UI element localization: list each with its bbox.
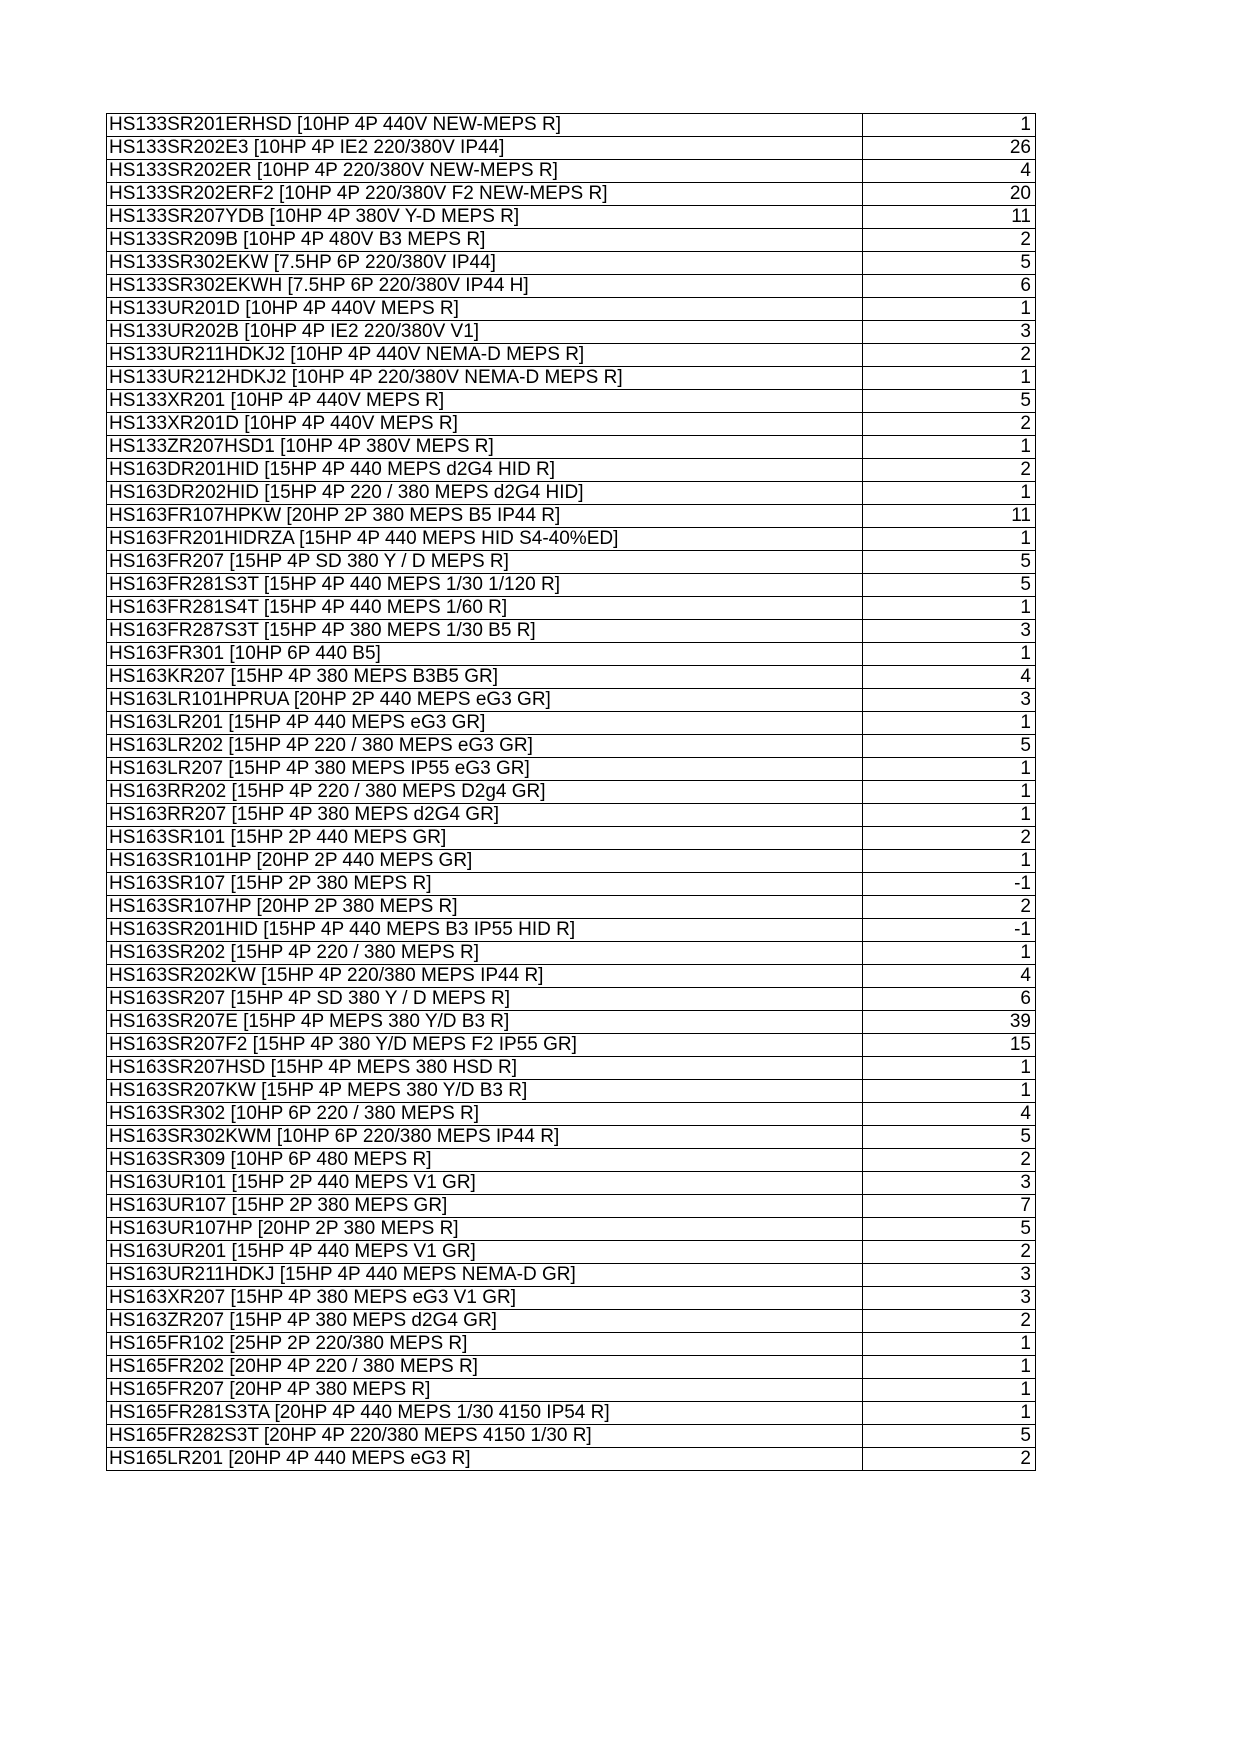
quantity-cell: 4 <box>863 160 1036 183</box>
quantity-cell: 1 <box>863 1402 1036 1425</box>
quantity-cell: 1 <box>863 482 1036 505</box>
quantity-cell: 1 <box>863 1057 1036 1080</box>
item-description-cell: HS163SR207 [15HP 4P SD 380 Y / D MEPS R] <box>107 988 863 1011</box>
item-description-cell: HS163FR301 [10HP 6P 440 B5] <box>107 643 863 666</box>
quantity-cell: 2 <box>863 229 1036 252</box>
quantity-cell: 1 <box>863 758 1036 781</box>
quantity-cell: 2 <box>863 827 1036 850</box>
quantity-cell: 2 <box>863 896 1036 919</box>
quantity-cell: 5 <box>863 1126 1036 1149</box>
item-description-cell: HS133UR201D [10HP 4P 440V MEPS R] <box>107 298 863 321</box>
item-description-cell: HS163SR207KW [15HP 4P MEPS 380 Y/D B3 R] <box>107 1080 863 1103</box>
quantity-cell: 1 <box>863 298 1036 321</box>
item-description-cell: HS133UR212HDKJ2 [10HP 4P 220/380V NEMA-D MEPS R] <box>107 367 863 390</box>
quantity-cell: 4 <box>863 1103 1036 1126</box>
table-row <box>107 528 1036 551</box>
item-description-cell: HS163SR107HP [20HP 2P 380 MEPS R] <box>107 896 863 919</box>
quantity-cell: 2 <box>863 413 1036 436</box>
table-row <box>107 850 1036 873</box>
quantity-cell: 1 <box>863 850 1036 873</box>
item-description-cell: HS163FR201HIDRZA [15HP 4P 440 MEPS HID S4-40%ED] <box>107 528 863 551</box>
item-description-cell: HS133SR302EKW [7.5HP 6P 220/380V IP44] <box>107 252 863 275</box>
table-row <box>107 252 1036 275</box>
quantity-cell: 11 <box>863 206 1036 229</box>
item-description-cell: HS165FR207 [20HP 4P 380 MEPS R] <box>107 1379 863 1402</box>
quantity-cell: 3 <box>863 1264 1036 1287</box>
item-description-cell: HS163SR107 [15HP 2P 380 MEPS R] <box>107 873 863 896</box>
quantity-cell: 1 <box>863 436 1036 459</box>
table-row <box>107 206 1036 229</box>
quantity-cell: 6 <box>863 275 1036 298</box>
item-description-cell: HS163LR101HPRUA [20HP 2P 440 MEPS eG3 GR] <box>107 689 863 712</box>
table-row <box>107 1057 1036 1080</box>
item-description-cell: HS133SR202E3 [10HP 4P IE2 220/380V IP44] <box>107 137 863 160</box>
item-description-cell: HS165LR201 [20HP 4P 440 MEPS eG3 R] <box>107 1448 863 1471</box>
table-row <box>107 505 1036 528</box>
item-description-cell: HS163LR201 [15HP 4P 440 MEPS eG3 GR] <box>107 712 863 735</box>
quantity-cell: 5 <box>863 735 1036 758</box>
quantity-cell: 1 <box>863 781 1036 804</box>
table-row <box>107 1287 1036 1310</box>
item-description-cell: HS163LR202 [15HP 4P 220 / 380 MEPS eG3 GR] <box>107 735 863 758</box>
table-row <box>107 919 1036 942</box>
quantity-cell: 1 <box>863 804 1036 827</box>
item-description-cell: HS163XR207 [15HP 4P 380 MEPS eG3 V1 GR] <box>107 1287 863 1310</box>
item-description-cell: HS163SR202 [15HP 4P 220 / 380 MEPS R] <box>107 942 863 965</box>
table-row <box>107 1379 1036 1402</box>
table-row <box>107 1195 1036 1218</box>
table-row <box>107 1402 1036 1425</box>
table-row <box>107 965 1036 988</box>
quantity-cell: 5 <box>863 574 1036 597</box>
quantity-cell: -1 <box>863 873 1036 896</box>
item-description-cell: HS163SR202KW [15HP 4P 220/380 MEPS IP44 R] <box>107 965 863 988</box>
item-description-cell: HS163SR309 [10HP 6P 480 MEPS R] <box>107 1149 863 1172</box>
item-description-cell: HS163SR101 [15HP 2P 440 MEPS GR] <box>107 827 863 850</box>
quantity-cell: 4 <box>863 965 1036 988</box>
table-row <box>107 597 1036 620</box>
table-row <box>107 1264 1036 1287</box>
item-description-cell: HS163UR107HP [20HP 2P 380 MEPS R] <box>107 1218 863 1241</box>
item-description-cell: HS133UR211HDKJ2 [10HP 4P 440V NEMA-D MEPS R] <box>107 344 863 367</box>
quantity-cell: 4 <box>863 666 1036 689</box>
table-row <box>107 1080 1036 1103</box>
quantity-cell: 11 <box>863 505 1036 528</box>
quantity-cell: 1 <box>863 114 1036 137</box>
item-description-cell: HS163UR211HDKJ [15HP 4P 440 MEPS NEMA-D GR] <box>107 1264 863 1287</box>
table-row <box>107 137 1036 160</box>
quantity-cell: 3 <box>863 689 1036 712</box>
table-row <box>107 482 1036 505</box>
table-row <box>107 160 1036 183</box>
quantity-cell: 1 <box>863 367 1036 390</box>
table-row <box>107 229 1036 252</box>
quantity-cell: 15 <box>863 1034 1036 1057</box>
item-description-cell: HS163SR207HSD [15HP 4P MEPS 380 HSD R] <box>107 1057 863 1080</box>
table-row <box>107 896 1036 919</box>
quantity-cell: -1 <box>863 919 1036 942</box>
item-description-cell: HS133SR201ERHSD [10HP 4P 440V NEW-MEPS R] <box>107 114 863 137</box>
quantity-cell: 1 <box>863 1080 1036 1103</box>
table-row <box>107 114 1036 137</box>
item-description-cell: HS163RR207 [15HP 4P 380 MEPS d2G4 GR] <box>107 804 863 827</box>
quantity-cell: 1 <box>863 1356 1036 1379</box>
table-row <box>107 275 1036 298</box>
item-description-cell: HS165FR202 [20HP 4P 220 / 380 MEPS R] <box>107 1356 863 1379</box>
item-description-cell: HS133XR201 [10HP 4P 440V MEPS R] <box>107 390 863 413</box>
table-row <box>107 1448 1036 1471</box>
quantity-cell: 26 <box>863 137 1036 160</box>
table-row <box>107 1011 1036 1034</box>
item-description-cell: HS163SR302 [10HP 6P 220 / 380 MEPS R] <box>107 1103 863 1126</box>
item-description-cell: HS163SR207F2 [15HP 4P 380 Y/D MEPS F2 IP55 GR] <box>107 1034 863 1057</box>
table-row <box>107 298 1036 321</box>
item-description-cell: HS163UR201 [15HP 4P 440 MEPS V1 GR] <box>107 1241 863 1264</box>
quantity-cell: 1 <box>863 528 1036 551</box>
table-row <box>107 689 1036 712</box>
item-description-cell: HS133SR202ER [10HP 4P 220/380V NEW-MEPS R] <box>107 160 863 183</box>
table-row <box>107 1034 1036 1057</box>
quantity-cell: 3 <box>863 1172 1036 1195</box>
item-description-cell: HS133UR202B [10HP 4P IE2 220/380V V1] <box>107 321 863 344</box>
table-row <box>107 758 1036 781</box>
item-description-cell: HS163UR101 [15HP 2P 440 MEPS V1 GR] <box>107 1172 863 1195</box>
item-description-cell: HS163KR207 [15HP 4P 380 MEPS B3B5 GR] <box>107 666 863 689</box>
table-row <box>107 804 1036 827</box>
item-description-cell: HS163FR287S3T [15HP 4P 380 MEPS 1/30 B5 R] <box>107 620 863 643</box>
quantity-cell: 39 <box>863 1011 1036 1034</box>
quantity-cell: 2 <box>863 1448 1036 1471</box>
table-row <box>107 1356 1036 1379</box>
item-description-cell: HS163SR207E [15HP 4P MEPS 380 Y/D B3 R] <box>107 1011 863 1034</box>
quantity-cell: 6 <box>863 988 1036 1011</box>
table-row <box>107 827 1036 850</box>
table-row <box>107 574 1036 597</box>
table-row <box>107 344 1036 367</box>
table-row <box>107 1103 1036 1126</box>
table-row <box>107 459 1036 482</box>
item-description-cell: HS163DR202HID [15HP 4P 220 / 380 MEPS d2G4 HID] <box>107 482 863 505</box>
quantity-cell: 2 <box>863 1149 1036 1172</box>
quantity-cell: 5 <box>863 252 1036 275</box>
item-description-cell: HS163SR101HP [20HP 2P 440 MEPS GR] <box>107 850 863 873</box>
table-row <box>107 367 1036 390</box>
table-row <box>107 620 1036 643</box>
inventory-sheet <box>106 113 1035 1471</box>
table-row <box>107 1126 1036 1149</box>
table-row <box>107 666 1036 689</box>
item-description-cell: HS163SR201HID [15HP 4P 440 MEPS B3 IP55 HID R] <box>107 919 863 942</box>
table-row <box>107 712 1036 735</box>
table-row <box>107 551 1036 574</box>
quantity-cell: 3 <box>863 620 1036 643</box>
table-row <box>107 1172 1036 1195</box>
table-row <box>107 1149 1036 1172</box>
table-row <box>107 988 1036 1011</box>
table-row <box>107 1241 1036 1264</box>
table-row <box>107 1218 1036 1241</box>
quantity-cell: 2 <box>863 344 1036 367</box>
quantity-cell: 1 <box>863 942 1036 965</box>
quantity-cell: 1 <box>863 712 1036 735</box>
quantity-cell: 1 <box>863 597 1036 620</box>
item-description-cell: HS163DR201HID [15HP 4P 440 MEPS d2G4 HID R] <box>107 459 863 482</box>
table-row <box>107 643 1036 666</box>
table-row <box>107 390 1036 413</box>
item-description-cell: HS163FR107HPKW [20HP 2P 380 MEPS B5 IP44 R] <box>107 505 863 528</box>
table-row <box>107 321 1036 344</box>
item-description-cell: HS163UR107 [15HP 2P 380 MEPS GR] <box>107 1195 863 1218</box>
table-row <box>107 1333 1036 1356</box>
quantity-cell: 2 <box>863 1241 1036 1264</box>
item-description-cell: HS163FR207 [15HP 4P SD 380 Y / D MEPS R] <box>107 551 863 574</box>
quantity-cell: 3 <box>863 1287 1036 1310</box>
quantity-cell: 3 <box>863 321 1036 344</box>
quantity-cell: 5 <box>863 1218 1036 1241</box>
table-row <box>107 183 1036 206</box>
table-row <box>107 942 1036 965</box>
item-description-cell: HS133SR302EKWH [7.5HP 6P 220/380V IP44 H] <box>107 275 863 298</box>
item-description-cell: HS133SR202ERF2 [10HP 4P 220/380V F2 NEW-MEPS R] <box>107 183 863 206</box>
table-row <box>107 413 1036 436</box>
inventory-table <box>106 113 1036 1471</box>
item-description-cell: HS165FR102 [25HP 2P 220/380 MEPS R] <box>107 1333 863 1356</box>
inventory-table-body <box>107 114 1036 1471</box>
item-description-cell: HS133ZR207HSD1 [10HP 4P 380V MEPS R] <box>107 436 863 459</box>
quantity-cell: 2 <box>863 459 1036 482</box>
table-row <box>107 735 1036 758</box>
item-description-cell: HS133SR207YDB [10HP 4P 380V Y-D MEPS R] <box>107 206 863 229</box>
quantity-cell: 2 <box>863 1310 1036 1333</box>
item-description-cell: HS163FR281S4T [15HP 4P 440 MEPS 1/60 R] <box>107 597 863 620</box>
item-description-cell: HS133SR209B [10HP 4P 480V B3 MEPS R] <box>107 229 863 252</box>
quantity-cell: 7 <box>863 1195 1036 1218</box>
quantity-cell: 5 <box>863 1425 1036 1448</box>
quantity-cell: 1 <box>863 1333 1036 1356</box>
table-row <box>107 781 1036 804</box>
quantity-cell: 5 <box>863 390 1036 413</box>
quantity-cell: 1 <box>863 1379 1036 1402</box>
item-description-cell: HS163LR207 [15HP 4P 380 MEPS IP55 eG3 GR] <box>107 758 863 781</box>
item-description-cell: HS163SR302KWM [10HP 6P 220/380 MEPS IP44 R] <box>107 1126 863 1149</box>
item-description-cell: HS165FR281S3TA [20HP 4P 440 MEPS 1/30 4150 IP54 R] <box>107 1402 863 1425</box>
table-row <box>107 436 1036 459</box>
item-description-cell: HS163ZR207 [15HP 4P 380 MEPS d2G4 GR] <box>107 1310 863 1333</box>
item-description-cell: HS133XR201D [10HP 4P 440V MEPS R] <box>107 413 863 436</box>
table-row <box>107 1310 1036 1333</box>
table-row <box>107 1425 1036 1448</box>
quantity-cell: 5 <box>863 551 1036 574</box>
quantity-cell: 20 <box>863 183 1036 206</box>
quantity-cell: 1 <box>863 643 1036 666</box>
table-row <box>107 873 1036 896</box>
item-description-cell: HS163RR202 [15HP 4P 220 / 380 MEPS D2g4 GR] <box>107 781 863 804</box>
item-description-cell: HS163FR281S3T [15HP 4P 440 MEPS 1/30 1/120 R] <box>107 574 863 597</box>
item-description-cell: HS165FR282S3T [20HP 4P 220/380 MEPS 4150 1/30 R] <box>107 1425 863 1448</box>
